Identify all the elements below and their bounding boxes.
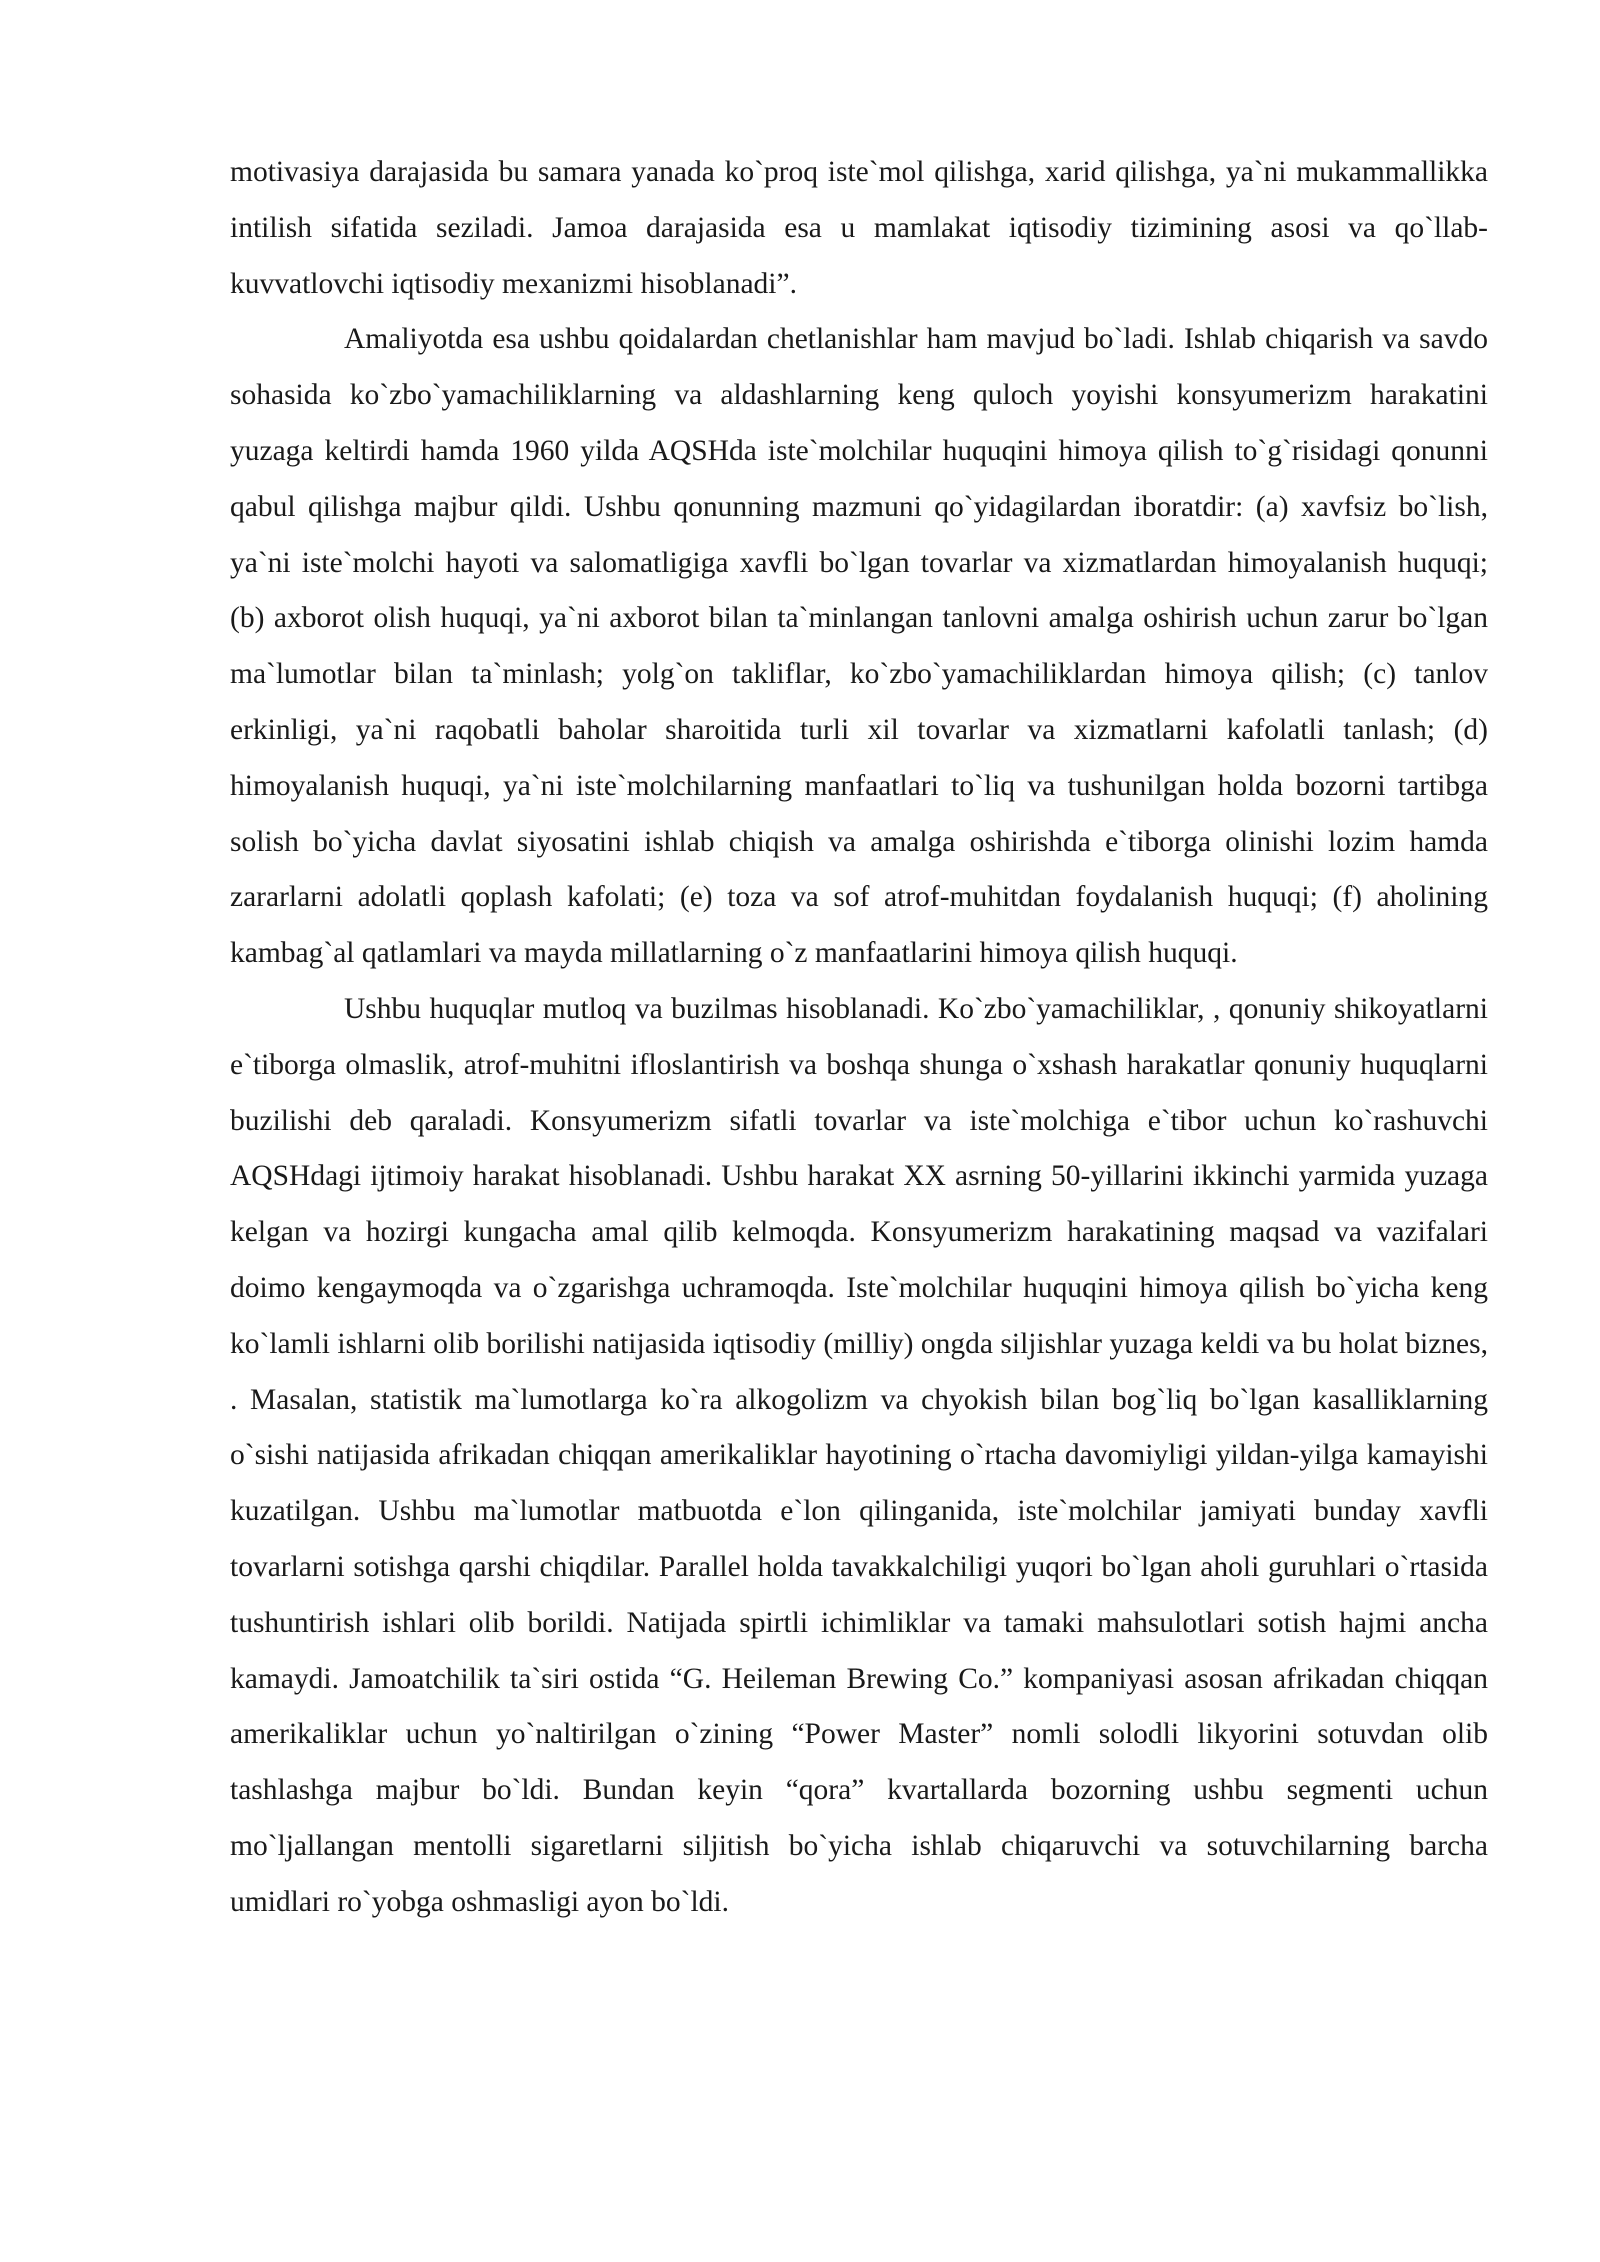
paragraph-1: motivasiya darajasida bu samara yanada ko`proq iste`mol qilishga, xarid qilishga, ya`ni mukammallikka intilish sifatida seziladi. Jamoa darajasida esa u mamlakat iqtisodiy tizimining asosi va qo`llab-kuvvatlovchi iqtisodiy mexanizmi hisoblanadi”. — [230, 156, 1488, 300]
paragraph-3: Ushbu huquqlar mutloq va buzilmas hisoblanadi. Ko`zbo`yamachiliklar, , qonuniy shikoyatlarni e`tiborga olmaslik, atrof-muhitni ifloslantirish va boshqa shunga o`xshash harakatlar qonuniy huquqlarni buzilishi deb qaraladi. Konsyumerizm sifatli tovarlar va iste`molchiga e`tibor uchun ko`rashuvchi AQSHdagi ijtimoiy harakat hisoblanadi. Ushbu harakat XX asrning 50-yillarini ikkinchi yarmida yuzaga kelgan va hozirgi kungacha amal qilib kelmoqda. Konsyumerizm harakatining maqsad va vazifalari doimo kengaymoqda va o`zgarishga uchramoqda. Iste`molchilar huquqini himoya qilish bo`yicha keng ko`lamli ishlarni olib borilishi natijasida iqtisodiy (milliy) ongda siljishlar yuzaga keldi va bu holat biznes, . Masalan, statistik ma`lumotlarga ko`ra alkogolizm va chyokish bilan bog`liq bo`lgan kasalliklarning o`sishi natijasida afrikadan chiqqan amerikaliklar hayotining o`rtacha davomiyligi yildan-yilga kamayishi kuzatilgan. Ushbu ma`lumotlar matbuotda e`lon qilinganida, iste`molchilar jamiyati bunday xavfli tovarlarni sotishga qarshi chiqdilar. Parallel holda tavakkalchiligi yuqori bo`lgan aholi guruhlari o`rtasida tushuntirish ishlari olib borildi. Natijada spirtli ichimliklar va tamaki mahsulotlari sotish hajmi ancha kamaydi. Jamoatchilik ta`siri ostida “G. Heileman Brewing Co.” kompaniyasi asosan afrikadan chiqqan amerikaliklar uchun yo`naltirilgan o`zining “Power Master” nomli solodli likyorini sotuvdan olib tashlashga majbur bo`ldi. Bundan keyin “qora” kvartallarda bozorning ushbu segmenti uchun mo`ljallangan mentolli sigaretlarni siljitish bo`yicha ishlab chiqaruvchi va sotuvchilarning barcha umidlari ro`yobga oshmasligi ayon bo`ldi. — [230, 992, 1488, 1918]
paragraph-2: Amaliyotda esa ushbu qoidalardan chetlanishlar ham mavjud bo`ladi. Ishlab chiqarish va savdo sohasida ko`zbo`yamachiliklarning va aldashlarning keng quloch yoyishi konsyumerizm harakatini yuzaga keltirdi hamda 1960 yilda AQSHda iste`molchilar huquqini himoya qilish to`g`risidagi qonunni qabul qilishga majbur qildi. Ushbu qonunning mazmuni qo`yidagilardan iboratdir: (a) xavfsiz bo`lish, ya`ni iste`molchi hayoti va salomatligiga xavfli bo`lgan tovarlar va xizmatlardan himoyalanish huquqi; (b) axborot olish huquqi, ya`ni axborot bilan ta`minlangan tanlovni amalga oshirish uchun zarur bo`lgan ma`lumotlar bilan ta`minlash; yolg`on takliflar, ko`zbo`yamachiliklardan himoya qilish; (c) tanlov erkinligi, ya`ni raqobatli baholar sharoitida turli xil tovarlar va xizmatlarni kafolatli tanlash; (d) himoyalanish huquqi, ya`ni iste`molchilarning manfaatlari to`liq va tushunilgan holda bozorni tartibga solish bo`yicha davlat siyosatini ishlab chiqish va amalga oshirishda e`tiborga olinishi lozim hamda zararlarni adolatli qoplash kafolati; (e) toza va sof atrof-muhitdan foydalanish huquqi; (f) aholining kambag`al qatlamlari va mayda millatlarning o`z manfaatlarini himoya qilish huquqi. — [230, 323, 1488, 970]
document-body — [230, 145, 1488, 1931]
